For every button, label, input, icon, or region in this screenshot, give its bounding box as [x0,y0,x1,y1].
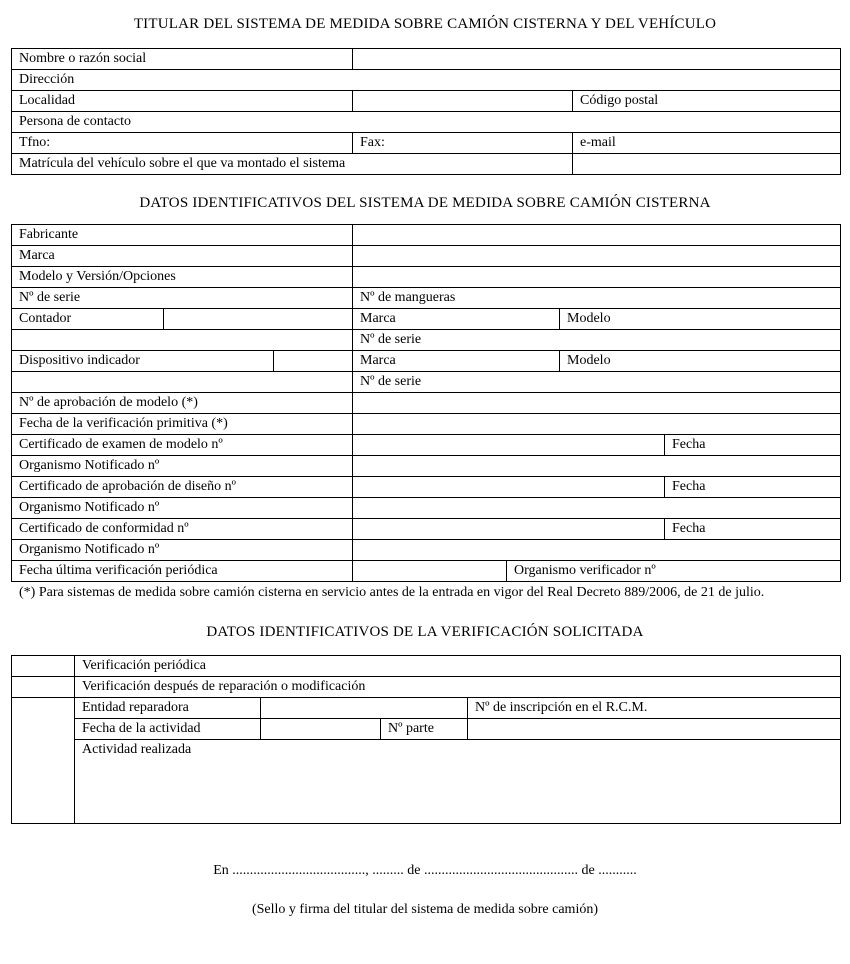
last-periodic-verification-label: Fecha última verificación periódica [12,561,353,582]
activity-performed-label[interactable]: Actividad realizada [75,740,841,824]
design-approval-cert-label: Certificado de aprobación de diseño nº [12,477,353,498]
approval-number-field[interactable] [353,393,841,414]
type-exam-cert-label: Certificado de examen de modelo nº [12,435,353,456]
brand-field[interactable] [353,246,841,267]
indicator-model-label[interactable]: Modelo [560,351,841,372]
indicator-brand-label[interactable]: Marca [353,351,560,372]
initial-verification-date-label: Fecha de la verificación primitiva (*) [12,414,353,435]
locality-field[interactable] [353,91,573,112]
activity-date-field[interactable] [261,719,381,740]
part-number-label: Nº parte [381,719,468,740]
name-label: Nombre o razón social [12,49,353,70]
notified-body-3-label: Organismo Notificado nº [12,540,353,561]
repairer-field[interactable] [261,698,468,719]
manufacturer-field[interactable] [353,225,841,246]
meter-model-label[interactable]: Modelo [560,309,841,330]
after-repair-checkbox[interactable] [12,677,75,698]
indicator-blank [12,372,353,393]
fax-label[interactable]: Fax: [353,133,573,154]
system-table [11,224,841,582]
place-date-line[interactable]: En ......................................, ......... de ............................................ de ........... [213,863,637,878]
vehicle-plate-label: Matrícula del vehículo sobre el que va montado el sistema [12,154,573,175]
notified-body-1-field[interactable] [353,456,841,477]
contact-person-label[interactable]: Persona de contacto [12,112,841,133]
last-periodic-verification-field[interactable] [353,561,507,582]
footnote: (*) Para sistemas de medida sobre camión cisterna en servicio antes de la entrada en vigor del Real Decreto 889/2006, de 21 de julio. [19,585,765,600]
conformity-cert-label: Certificado de conformidad nº [12,519,353,540]
brand-label: Marca [12,246,353,267]
type-exam-date-label[interactable]: Fecha [665,435,841,456]
model-version-label: Modelo y Versión/Opciones [12,267,353,288]
design-approval-date-label[interactable]: Fecha [665,477,841,498]
serial-number-label[interactable]: Nº de serie [12,288,353,309]
model-version-field[interactable] [353,267,841,288]
after-repair-verification-label: Verificación después de reparación o modificación [75,677,841,698]
conformity-cert-field[interactable] [353,519,665,540]
periodic-verification-label: Verificación periódica [75,656,841,677]
indicator-serial-label[interactable]: Nº de serie [353,372,841,393]
email-label[interactable]: e-mail [573,133,841,154]
manufacturer-label: Fabricante [12,225,353,246]
notified-body-2-field[interactable] [353,498,841,519]
notified-body-3-field[interactable] [353,540,841,561]
approval-number-label: Nº de aprobación de modelo (*) [12,393,353,414]
meter-blank [12,330,353,351]
periodic-checkbox[interactable] [12,656,75,677]
meter-field[interactable] [164,309,353,330]
verification-table [11,655,841,824]
signature-caption: (Sello y firma del titular del sistema de medida sobre camión) [251,902,598,917]
phone-label[interactable]: Tfno: [12,133,353,154]
rcm-registration-label[interactable]: Nº de inscripción en el R.C.M. [468,698,841,719]
hose-count-label[interactable]: Nº de mangueras [353,288,841,309]
notified-body-1-label: Organismo Notificado nº [12,456,353,477]
repair-details-blank [12,698,75,824]
initial-verification-date-field[interactable] [353,414,841,435]
indicator-field[interactable] [274,351,353,372]
postal-code-label[interactable]: Código postal [573,91,841,112]
address-label[interactable]: Dirección [12,70,841,91]
holder-table [11,48,841,175]
name-field[interactable] [353,49,841,70]
section3-title: DATOS IDENTIFICATIVOS DE LA VERIFICACIÓN SOLICITADA [206,624,644,640]
part-number-field[interactable] [468,719,841,740]
conformity-date-label[interactable]: Fecha [665,519,841,540]
design-approval-cert-field[interactable] [353,477,665,498]
indicator-label: Dispositivo indicador [12,351,274,372]
repairer-label: Entidad reparadora [75,698,261,719]
meter-label: Contador [12,309,164,330]
locality-label: Localidad [12,91,353,112]
meter-brand-label[interactable]: Marca [353,309,560,330]
verifying-body-label[interactable]: Organismo verificador nº [507,561,841,582]
type-exam-cert-field[interactable] [353,435,665,456]
meter-serial-label[interactable]: Nº de serie [353,330,841,351]
section2-title: DATOS IDENTIFICATIVOS DEL SISTEMA DE MEDIDA SOBRE CAMIÓN CISTERNA [139,195,711,211]
notified-body-2-label: Organismo Notificado nº [12,498,353,519]
vehicle-plate-field[interactable] [573,154,841,175]
section1-title: TITULAR DEL SISTEMA DE MEDIDA SOBRE CAMIÓN CISTERNA Y DEL VEHÍCULO [133,16,717,32]
activity-date-label: Fecha de la actividad [75,719,261,740]
